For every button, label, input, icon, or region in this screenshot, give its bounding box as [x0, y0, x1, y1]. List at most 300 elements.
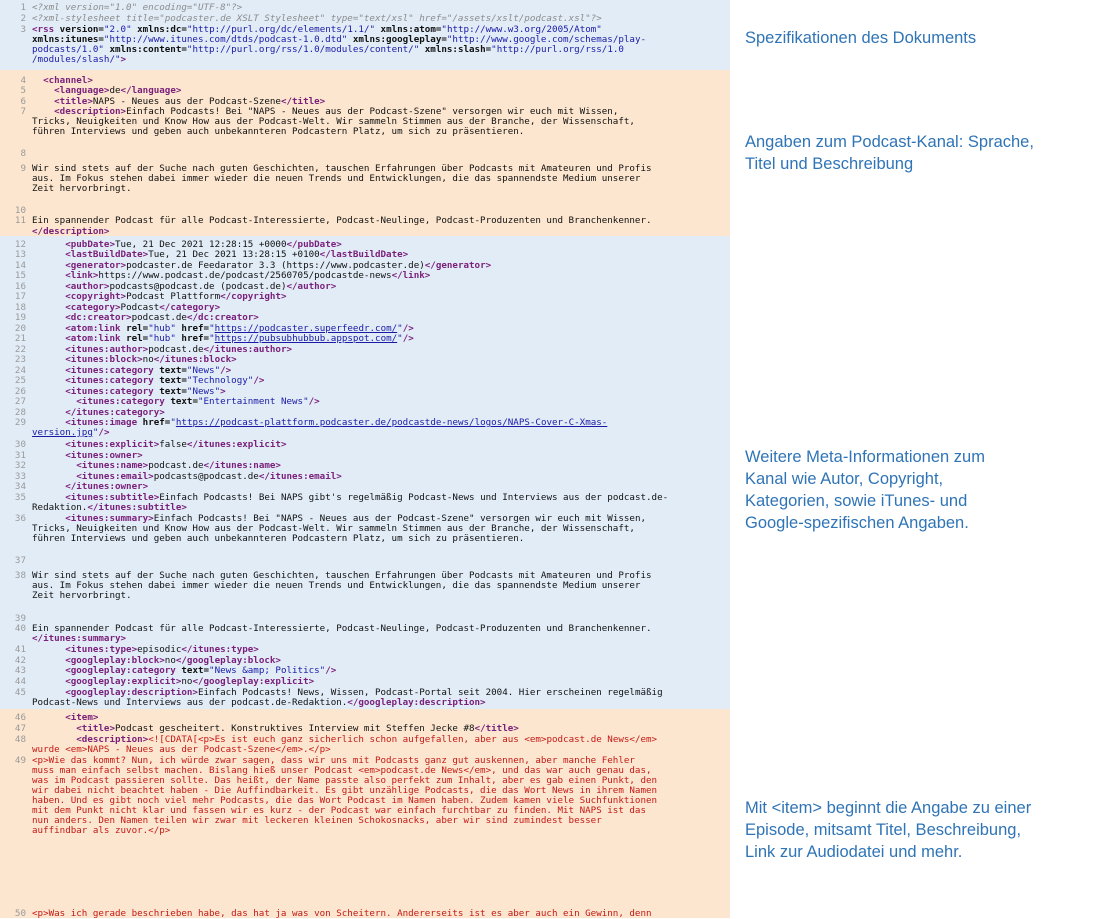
code-line — [0, 14, 730, 24]
code-text — [32, 366, 730, 376]
code-text — [32, 127, 730, 137]
token-val: "2.0" — [103, 25, 132, 35]
token-txt: aus. Im Fokus stehen dabei immer wieder die neuen Trends und Entwicklungen, die das spannendste Medium unserer — [32, 174, 641, 184]
token-txt — [32, 303, 65, 313]
line-number: 8 — [20, 149, 26, 159]
code-line — [0, 786, 730, 796]
code-text — [32, 14, 730, 24]
line-number: 12 — [14, 240, 26, 250]
token-cdata: <p>Wie das kommt? Nun, ich würde zwar sagen, dass wir uns mit Podcasts ganz gut auskennen, aber manche Fehler — [32, 756, 635, 766]
code-text — [32, 806, 730, 816]
token-tag: > — [120, 55, 127, 65]
token-txt: https://www.podcast.de/podcast/2560705/podcastde-news — [98, 271, 392, 281]
line-number: 32 — [14, 461, 26, 471]
token-val: " — [92, 428, 99, 438]
token-txt: Zeit hervorbringt. — [32, 184, 132, 194]
line-number: 6 — [20, 97, 26, 107]
code-text — [32, 227, 730, 237]
token-txt: no — [142, 355, 154, 365]
code-text — [32, 387, 730, 397]
token-tag: <title> — [76, 724, 115, 734]
token-txt — [32, 418, 65, 428]
line-number: 16 — [14, 282, 26, 292]
line-number: 40 — [14, 624, 26, 634]
code-text — [32, 345, 730, 355]
code-line — [0, 408, 730, 418]
code-text — [32, 376, 730, 386]
token-val: "http://www.google.com/schemas/play- — [446, 35, 647, 45]
line-number: 50 — [14, 909, 26, 919]
code-text — [32, 493, 730, 503]
token-txt: podcasts@podcast.de — [153, 472, 259, 482]
code-line — [0, 164, 730, 174]
token-txt — [32, 387, 65, 397]
code-text — [32, 184, 730, 194]
token-tag: </itunes:summary> — [32, 634, 127, 644]
token-txt — [32, 271, 65, 281]
token-tag: <googleplay:explicit> — [65, 677, 182, 687]
token-tag: </dc:creator> — [186, 313, 259, 323]
token-tag: <itunes:type> — [65, 645, 138, 655]
token-tag: <generator> — [65, 261, 127, 271]
code-line — [0, 451, 730, 461]
token-tag: </lastBuildDate> — [319, 250, 409, 260]
token-tag: <lastBuildDate> — [65, 250, 149, 260]
code-line — [0, 645, 730, 655]
line-number: 45 — [14, 688, 26, 698]
token-txt — [32, 451, 65, 461]
code-line — [0, 25, 730, 35]
code-text — [32, 45, 730, 55]
code-line — [0, 624, 730, 634]
code-line — [0, 472, 730, 482]
token-cdata: <![CDATA[<p>Es ist euch ganz sicherlich schon aufgefallen, aber aus <em>podcast.de News</em> — [148, 735, 658, 745]
token-tag: </copyright> — [220, 292, 287, 302]
code-text — [32, 677, 730, 687]
token-txt: Einfach Podcasts! Bei NAPS gibt's regelmäßig Podcast-News und Interviews aus der podcast.de- — [159, 493, 669, 503]
token-tag: <atom:link — [65, 334, 127, 344]
token-txt — [32, 292, 65, 302]
token-tag: <itunes:owner> — [65, 451, 143, 461]
code-line — [0, 666, 730, 676]
code-line — [0, 482, 730, 492]
token-attr: xmlns:itunes= — [32, 35, 104, 45]
code-line — [0, 107, 730, 117]
token-tag: <itunes:email> — [76, 472, 154, 482]
line-number: 47 — [14, 724, 26, 734]
line-number: 36 — [14, 514, 26, 524]
code-line — [0, 387, 730, 397]
line-number: 19 — [14, 313, 26, 323]
token-attr: href= — [175, 334, 210, 344]
token-txt — [32, 97, 54, 107]
token-txt — [32, 313, 65, 323]
code-line — [0, 556, 730, 566]
token-txt: podcast.de — [148, 461, 204, 471]
code-text — [32, 440, 730, 450]
token-tag: <itunes:explicit> — [65, 440, 160, 450]
code-line — [0, 227, 730, 237]
code-text — [32, 756, 730, 766]
code-text — [32, 786, 730, 796]
token-link[interactable]: https://podcast-plattform.podcaster.de/podcastde-news/logos/NAPS-Cover-C-Xmas- — [175, 418, 608, 428]
token-cdata: was im Podcast passieren sollte. Das heißt, der Name passte also perfekt zum Inhalt, aber es gab einen Punkt, den — [32, 776, 658, 786]
code-text — [32, 97, 730, 107]
line-number: 28 — [14, 408, 26, 418]
code-text — [32, 282, 730, 292]
code-text — [32, 534, 730, 544]
line-number: 43 — [14, 666, 26, 676]
code-line — [0, 524, 730, 534]
annotation-item: Mit <item> beginnt die Angabe zu einer Episode, mitsamt Titel, Beschreibung, Link zur Audiodatei und mehr. — [745, 799, 1032, 861]
token-txt — [32, 666, 65, 676]
token-txt: Tue, 21 Dec 2021 13:28:15 +0100 — [148, 250, 320, 260]
token-txt — [32, 688, 65, 698]
code-text — [32, 776, 730, 786]
token-attr: version= — [59, 25, 104, 35]
code-text — [32, 514, 730, 524]
token-tag: /> — [220, 366, 232, 376]
token-txt — [32, 482, 65, 492]
annotation-channel-info: Angaben zum Podcast-Kanal: Sprache, Titel und Beschreibung — [745, 133, 1034, 173]
code-line — [0, 127, 730, 137]
code-line — [0, 397, 730, 407]
token-txt — [32, 645, 65, 655]
code-text — [32, 461, 730, 471]
line-number: 26 — [14, 387, 26, 397]
token-val: " — [209, 324, 215, 334]
line-number: 1 — [20, 3, 26, 13]
code-text — [32, 656, 730, 666]
token-attr: xmlns:atom= — [375, 25, 442, 35]
code-text — [32, 826, 730, 836]
line-number: 44 — [14, 677, 26, 687]
code-line — [0, 76, 730, 86]
token-cdata: wurde <em>NAPS - Neues aus der Podcast-Szene</em>.</p> — [32, 745, 331, 755]
code-line — [0, 776, 730, 786]
code-text — [32, 472, 730, 482]
token-tag: </author> — [286, 282, 337, 292]
code-line — [0, 614, 730, 624]
code-line — [0, 440, 730, 450]
code-line — [0, 698, 730, 708]
code-line — [0, 534, 730, 544]
line-number: 49 — [14, 756, 26, 766]
token-txt — [32, 366, 65, 376]
code-text — [32, 174, 730, 184]
line-number: 46 — [14, 713, 26, 723]
token-tag: </itunes:explicit> — [186, 440, 287, 450]
code-text — [32, 688, 730, 698]
token-tag: <item> — [65, 713, 99, 723]
token-tag: /> — [325, 666, 337, 676]
token-tag: <itunes:image — [65, 418, 143, 428]
token-val: "hub" — [148, 334, 176, 344]
code-text — [32, 355, 730, 365]
token-tag: </itunes:owner> — [65, 482, 149, 492]
token-tag: /> — [402, 324, 414, 334]
token-tag: </itunes:category> — [65, 408, 165, 418]
token-val: " — [397, 334, 403, 344]
token-cdata: nun anders. Den Namen teilen wir zwar mit leckeren kleinen Schokosnacks, aber wir sind zumindest besser — [32, 816, 602, 826]
code-line — [0, 3, 730, 13]
token-val: "http://www.itunes.com/dtds/podcast-1.0.dtd" — [103, 35, 348, 45]
line-number: 37 — [14, 556, 26, 566]
code-text — [32, 55, 730, 65]
token-tag: </title> — [474, 724, 519, 734]
token-com: <?xml-stylesheet title="podcaster.de XSLT Stylesheet" type="text/xsl" href="/assets/xslt/podcast.xsl"?> — [32, 14, 602, 24]
code-text — [32, 334, 730, 344]
token-val: "http://purl.org/dc/elements/1.1/" — [186, 25, 376, 35]
line-number: 7 — [20, 107, 26, 117]
token-attr: text= — [159, 366, 187, 376]
code-text — [32, 324, 730, 334]
code-text — [32, 303, 730, 313]
code-line — [0, 806, 730, 816]
token-tag: /> — [98, 428, 110, 438]
token-attr: href= — [175, 324, 210, 334]
token-tag: </itunes:author> — [203, 345, 293, 355]
token-tag: <link> — [65, 271, 99, 281]
code-text — [32, 271, 730, 281]
token-tag: </link> — [391, 271, 431, 281]
token-attr: text= — [181, 666, 210, 676]
line-number: 34 — [14, 482, 26, 492]
code-line — [0, 355, 730, 365]
token-txt — [32, 345, 65, 355]
token-tag: <title> — [54, 97, 93, 107]
token-txt: false — [159, 440, 187, 450]
token-link[interactable]: https://pubsubhubbub.appspot.com/ — [214, 334, 398, 344]
token-tag: </generator> — [424, 261, 492, 271]
code-line — [0, 376, 730, 386]
code-text — [32, 35, 730, 45]
token-txt: Tricks, Neuigkeiten und Know How aus der Podcast-Welt. Wir sammeln Stimmen aus der Branche, der Wissenschaft, — [32, 117, 635, 127]
line-number: 18 — [14, 303, 26, 313]
token-txt: podcast.de — [148, 345, 204, 355]
code-line — [0, 117, 730, 127]
token-txt — [32, 514, 65, 524]
line-number: 24 — [14, 366, 26, 376]
code-line — [0, 35, 730, 45]
line-number: 11 — [14, 216, 26, 226]
token-cdata: haben. Und es gibt noch viel mehr Podcasts, die das Wort Podcast im Namen haben. Zudem kamen viele Suchfunktionen — [32, 796, 658, 806]
code-line — [0, 149, 730, 159]
line-number: 27 — [14, 397, 26, 407]
token-cdata: <p>Was ich gerade beschrieben habe, das hat ja was von Scheitern. Andererseits ist es aber auch ein Gewinn, denn — [32, 909, 652, 919]
token-txt — [32, 735, 76, 745]
code-line — [0, 303, 730, 313]
token-txt — [32, 324, 65, 334]
code-text — [32, 724, 730, 734]
token-link[interactable]: https://podcaster.superfeedr.com/ — [214, 324, 398, 334]
token-tag: <copyright> — [65, 292, 127, 302]
token-cdata: wir dabei nicht beachtet haben - Die Auffindbarkeit. Es gibt unzählige Podcasts, die das Wort News in ihrem Namen — [32, 786, 658, 796]
code-line — [0, 591, 730, 601]
token-txt: Einfach Podcasts! Bei "NAPS - Neues aus der Podcast-Szene" versorgen wir euch mit Wissen, — [126, 107, 619, 117]
code-text — [32, 250, 730, 260]
token-attr: xmlns:content= — [103, 45, 187, 55]
line-number: 31 — [14, 451, 26, 461]
token-tag: <description> — [54, 107, 127, 117]
code-text — [32, 164, 730, 174]
token-txt — [32, 724, 76, 734]
line-number: 42 — [14, 656, 26, 666]
code-line — [0, 656, 730, 666]
code-line — [0, 461, 730, 471]
code-line — [0, 292, 730, 302]
token-tag: <googleplay:block> — [65, 656, 165, 666]
token-txt: Wir sind stets auf der Suche nach guten Geschichten, tauschen Erfahrungen über Podcasts mit Amateuren und Profis — [32, 164, 652, 174]
token-tag: </language> — [120, 86, 182, 96]
line-number: 15 — [14, 271, 26, 281]
code-line — [0, 55, 730, 65]
token-val: " — [397, 324, 403, 334]
token-tag: /> — [253, 376, 265, 386]
token-tag: <category> — [65, 303, 121, 313]
code-line — [0, 313, 730, 323]
token-tag: </description> — [32, 227, 110, 237]
token-val: " — [170, 418, 176, 428]
token-tag: <itunes:block> — [65, 355, 143, 365]
token-val: "News &amp; Politics" — [209, 666, 326, 676]
line-number: 39 — [14, 614, 26, 624]
token-val: "http://www.w3.org/2005/Atom" — [441, 25, 602, 35]
token-tag: /> — [308, 397, 320, 407]
line-number: 2 — [20, 14, 26, 24]
token-attr: xmlns:dc= — [131, 25, 187, 35]
code-text — [32, 666, 730, 676]
token-tag: </title> — [280, 97, 326, 107]
token-tag: <itunes:author> — [65, 345, 149, 355]
token-tag: <rss — [32, 25, 60, 35]
token-cdata: mit dem Punkt nicht klar und fassen wir es kurz - der Podcast war einfach furchtbar zu finden. Mit NAPS ist das — [32, 806, 646, 816]
token-attr: href= — [142, 418, 171, 428]
token-tag: </googleplay:explicit> — [192, 677, 315, 687]
token-cdata: auffindbar als zuvor.</p> — [32, 826, 171, 836]
token-txt — [32, 86, 54, 96]
code-text — [32, 766, 730, 776]
token-txt: Einfach Podcasts! Bei "NAPS - Neues aus der Podcast-Szene" versorgen wir euch mit Wissen, — [153, 514, 647, 524]
token-tag: > — [220, 387, 226, 397]
code-line — [0, 45, 730, 55]
token-txt — [32, 376, 65, 386]
line-number: 33 — [14, 472, 26, 482]
code-line — [0, 206, 730, 216]
annotation-document-spec: Spezifikationen des Dokuments — [745, 29, 977, 47]
token-txt: podcasts@podcast.de (podcast.de) — [109, 282, 287, 292]
token-link[interactable]: version.jpg — [32, 428, 93, 438]
token-txt — [32, 250, 65, 260]
code-line — [0, 796, 730, 806]
token-attr: rel= — [126, 324, 149, 334]
code-line — [0, 97, 730, 107]
token-val: /modules/slash/" — [32, 55, 121, 65]
code-text — [32, 735, 730, 745]
token-attr: text= — [170, 397, 198, 407]
code-text — [32, 645, 730, 655]
code-line — [0, 282, 730, 292]
code-line — [0, 571, 730, 581]
line-number: 3 — [20, 25, 26, 35]
token-txt — [32, 355, 65, 365]
token-txt — [32, 461, 76, 471]
token-tag: </category> — [159, 303, 221, 313]
line-number: 41 — [14, 645, 26, 655]
token-attr: xmlns:slash= — [419, 45, 492, 55]
code-line — [0, 724, 730, 734]
line-number: 4 — [20, 76, 26, 86]
token-txt: Ein spannender Podcast für alle Podcast-Interessierte, Podcast-Neulinge, Podcast-Produzenten und Branchenkenner. — [32, 216, 652, 226]
code-text — [32, 292, 730, 302]
token-txt — [32, 397, 76, 407]
code-text — [32, 745, 730, 755]
token-tag: </pubDate> — [286, 240, 342, 250]
token-tag: </itunes:block> — [153, 355, 237, 365]
code-text — [32, 408, 730, 418]
code-text — [32, 25, 730, 35]
line-number: 22 — [14, 345, 26, 355]
token-txt — [32, 334, 65, 344]
code-text — [32, 107, 730, 117]
token-txt — [32, 440, 65, 450]
code-text — [32, 713, 730, 723]
token-cdata: muss man einfach selbst machen. Bislang hieß unser Podcast <em>podcast.de News</em>, und das war auch genau das, — [32, 766, 652, 776]
token-val: " — [209, 334, 215, 344]
token-tag: <description> — [76, 735, 149, 745]
code-text — [32, 117, 730, 127]
token-attr: xmlns:googleplay= — [347, 35, 447, 45]
token-txt: NAPS - Neues aus der Podcast-Szene — [92, 97, 281, 107]
token-attr: text= — [159, 387, 187, 397]
code-text — [32, 86, 730, 96]
token-tag: <atom:link — [65, 324, 127, 334]
code-line — [0, 428, 730, 438]
token-tag: <author> — [65, 282, 110, 292]
token-tag: <channel> — [43, 76, 93, 86]
code-line — [0, 503, 730, 513]
token-txt — [32, 261, 65, 271]
code-line — [0, 184, 730, 194]
token-txt: Podcast gescheitert. Konstruktives Interview mit Steffen Jecke #8 — [115, 724, 475, 734]
token-tag: <itunes:subtitle> — [65, 493, 160, 503]
code-text — [32, 313, 730, 323]
line-number: 14 — [14, 261, 26, 271]
code-line — [0, 634, 730, 644]
token-txt — [32, 472, 76, 482]
line-number: 30 — [14, 440, 26, 450]
code-line — [0, 261, 730, 271]
token-txt: Podcast-News und Interviews aus der podcast.de-Redaktion. — [32, 698, 348, 708]
token-tag: </itunes:email> — [258, 472, 342, 482]
token-txt — [32, 713, 65, 723]
token-val: "Technology" — [186, 376, 254, 386]
line-number: 5 — [20, 86, 26, 96]
code-line — [0, 745, 730, 755]
code-text — [32, 482, 730, 492]
code-line — [0, 216, 730, 226]
line-number: 20 — [14, 324, 26, 334]
token-txt: Redaktion. — [32, 503, 88, 513]
code-text — [32, 503, 730, 513]
token-tag: /> — [402, 334, 414, 344]
code-text — [32, 261, 730, 271]
code-text — [32, 624, 730, 634]
code-line — [0, 816, 730, 826]
token-tag: <itunes:name> — [76, 461, 149, 471]
code-text — [32, 240, 730, 250]
code-line — [0, 345, 730, 355]
